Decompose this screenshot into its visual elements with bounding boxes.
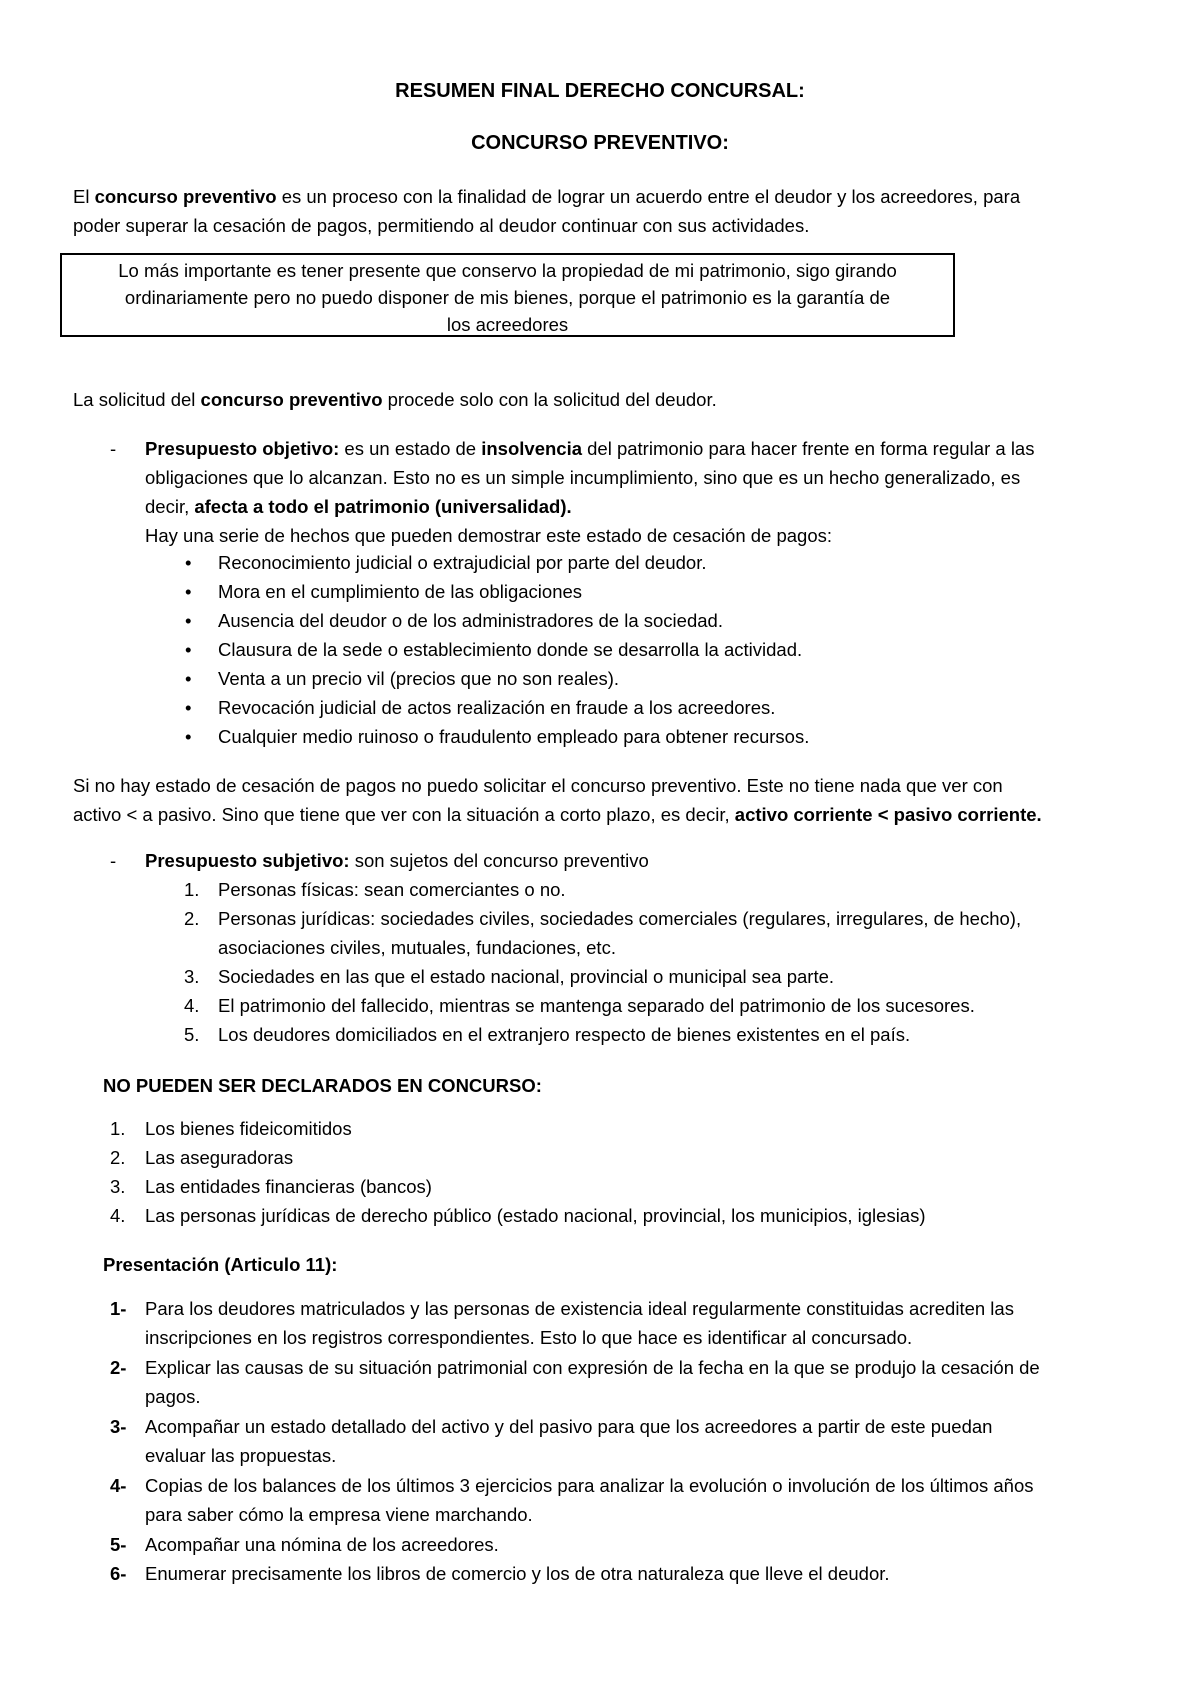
bullet-icon: • <box>185 639 192 660</box>
bullet-icon: • <box>185 668 192 689</box>
bullet-icon: • <box>185 552 192 573</box>
cesacion-paragraph: Si no hay estado de cesación de pagos no puedo solicitar el concurso preventivo. Este no tiene nada que ver con activo < a pasivo. Sino que tiene que ver con la situación a corto plazo, es decir, activo corriente < pasivo corriente. <box>73 775 1042 825</box>
list-item: Explicar las causas de su situación patrimonial con expresión de la fecha en la que se produjo la cesación de <box>145 1357 1040 1378</box>
list-item: Sociedades en las que el estado nacional, provincial o municipal sea parte. <box>218 966 835 987</box>
no-pueden-heading: NO PUEDEN SER DECLARADOS EN CONCURSO: <box>103 1075 542 1096</box>
list-item: Enumerar precisamente los libros de comercio y los de otra naturaleza que lleve el deudor. <box>145 1563 890 1584</box>
subjetivo-heading: Presupuesto subjetivo: son sujetos del concurso preventivo <box>145 850 649 871</box>
list-item: Las aseguradoras <box>145 1147 294 1168</box>
dash-marker: - <box>110 850 117 871</box>
list-item: Los bienes fideicomitidos <box>145 1118 352 1139</box>
list-item: • Revocación judicial de actos realización en fraude a los acreedores. <box>145 693 809 722</box>
document-page: RESUMEN FINAL DERECHO CONCURSAL: CONCURSO PREVENTIVO: El concurso preventivo es un proceso con la finalidad de lograr un acuerdo entre el deudor y los acreedores, para poder superar la cesación de pagos, permitiendo al deudor continuar con sus actividades. Lo más importante es tener presente que conservo la propiedad de mi patrimonio, sigo girando ordinariamente pero no puedo disponer de mis bienes, porque el patrimonio es la garantía de los acreedores La solicitud del concurso preventivo procede solo con la solicitud del deudor. - Presupuesto objetivo: es un estado de insolvencia del patrimonio para hacer frente en forma regular a las obligaciones que lo alcanzan. Esto no es un simple incumplimiento, sino que es un hecho generalizado, es decir, afecta a todo el patrimonio (universalidad). Hay una serie de hechos que pueden demostrar este estado de cesación de pagos: • Reconocimiento judicial o extrajudicial por parte del deudor. • Mora en el cumplimiento de las obligaciones • Ausencia del deudor o de los administradores de la sociedad. • Clausura de la sede o establecimiento donde se desarrolla la actividad. • Venta a un precio vil (precios que no son reales). • Revocación judicial de actos realización en fraude a los acreedores. • Cualquier medio ruinoso o fraudulento empleado para obtener recursos. Si no hay estado de cesación de pagos no puedo solicitar el concurso preventivo. Este no tiene nada que ver con activo < a pasivo. Sino que tiene que ver con la situación a corto plazo, es decir, activo corriente < pasivo corriente. - Presupuesto subjetivo: son sujetos del concurso preventivo 1. Personas físicas: sean comerciantes o no. 2. Personas jurídicas: sociedades civiles, sociedades comerciales (regulares, irregulares, de hecho), asociaciones civiles, mutuales, fundaciones, etc. 3. Sociedades en las que el estado nacional, provincial o municipal sea parte. 4. El patrimonio del fallecido, mientras se mantenga separado del patrimonio de los sucesores. 5. Los deudores domiciliados en el extranjero respecto de bienes existentes en el país. NO PUEDEN SER DECLARADOS EN CONCURSO: 1. Los bienes fideicomitidos 2. Las aseguradoras 3. Las entidades financieras (bancos) 4. Las personas jurídicas de derecho público (estado nacional, provincial, los municipios, iglesias) Presentación (Articulo 11): 1- Para los deudores matriculados y las personas de existencia ideal regularmente constituidas acrediten las inscripciones en los registros correspondientes. Esto lo que hace es identificar al concursado. 2- Explicar las causas de su situación patrimonial con expresión de la fecha en la que se produjo la cesación de pagos. 3- Acompañar un estado detallado del activo y del pasivo para que los acreedores a partir de este puedan evaluar las propuestas. 4- Copias de los balances de los últimos 3 ejercicios para analizar la evolución o involución de los últimos años para saber cómo la empresa viene marchando. 5- Acompañar una nómina de los acreedores. 6- Enumerar precisamente los libros de comercio y los de otra naturaleza que lleve el deudor. <box>0 0 1200 1698</box>
list-item: Personas físicas: sean comerciantes o no. <box>218 879 566 900</box>
solicitud-paragraph: La solicitud del concurso preventivo procede solo con la solicitud del deudor. <box>73 389 717 410</box>
list-item: Acompañar una nómina de los acreedores. <box>145 1534 499 1555</box>
bullet-icon: • <box>185 726 192 747</box>
list-item: • Clausura de la sede o establecimiento donde se desarrolla la actividad. <box>145 635 809 664</box>
bullet-icon: • <box>185 581 192 602</box>
document-title: RESUMEN FINAL DERECHO CONCURSAL: <box>395 80 805 102</box>
dash-marker: - <box>110 438 117 459</box>
list-item: Las personas jurídicas de derecho público (estado nacional, provincial, los municipios, iglesias) <box>145 1205 926 1226</box>
section-title: CONCURSO PREVENTIVO: <box>471 132 729 154</box>
highlight-box: Lo más importante es tener presente que conservo la propiedad de mi patrimonio, sigo girando ordinariamente pero no puedo disponer de mis bienes, porque el patrimonio es la garantía de los acreedores <box>60 253 955 337</box>
list-item: • Reconocimiento judicial o extrajudicial por parte del deudor. <box>145 548 809 577</box>
list-item: asociaciones civiles, mutuales, fundaciones, etc. <box>218 937 616 958</box>
list-item: • Cualquier medio ruinoso o fraudulento empleado para obtener recursos. <box>145 722 809 751</box>
list-item: Para los deudores matriculados y las personas de existencia ideal regularmente constituidas acrediten las <box>145 1298 1014 1319</box>
bullet-icon: • <box>185 610 192 631</box>
list-item: Los deudores domiciliados en el extranjero respecto de bienes existentes en el país. <box>218 1024 911 1045</box>
list-item: El patrimonio del fallecido, mientras se mantenga separado del patrimonio de los sucesores. <box>218 995 975 1016</box>
list-item: Las entidades financieras (bancos) <box>145 1176 432 1197</box>
bullet-icon: • <box>185 697 192 718</box>
list-item: • Mora en el cumplimiento de las obligaciones <box>145 577 809 606</box>
list-item: Personas jurídicas: sociedades civiles, sociedades comerciales (regulares, irregulares, de hecho), <box>218 908 1022 929</box>
list-item: Acompañar un estado detallado del activo y del pasivo para que los acreedores a partir de este puedan <box>145 1416 993 1437</box>
cesacion-hechos-list <box>145 548 809 751</box>
list-item: • Ausencia del deudor o de los administradores de la sociedad. <box>145 606 809 635</box>
intro-paragraph: El concurso preventivo es un proceso con la finalidad de lograr un acuerdo entre el deudor y los acreedores, para poder superar la cesación de pagos, permitiendo al deudor continuar con sus actividades. <box>73 186 1021 236</box>
presentacion-heading: Presentación (Articulo 11): <box>103 1254 338 1275</box>
list-item: Copias de los balances de los últimos 3 ejercicios para analizar la evolución o involución de los últimos años <box>145 1475 1034 1496</box>
objetivo-paragraph: Presupuesto objetivo: es un estado de insolvencia del patrimonio para hacer frente en forma regular a las obligaciones que lo alcanzan. Esto no es un simple incumplimiento, sino que es un hecho generalizado, es decir, afecta a todo el patrimonio (universalidad). Hay una serie de hechos que pueden demostrar este estado de cesación de pagos: <box>145 438 1035 546</box>
list-item: • Venta a un precio vil (precios que no son reales). <box>145 664 809 693</box>
